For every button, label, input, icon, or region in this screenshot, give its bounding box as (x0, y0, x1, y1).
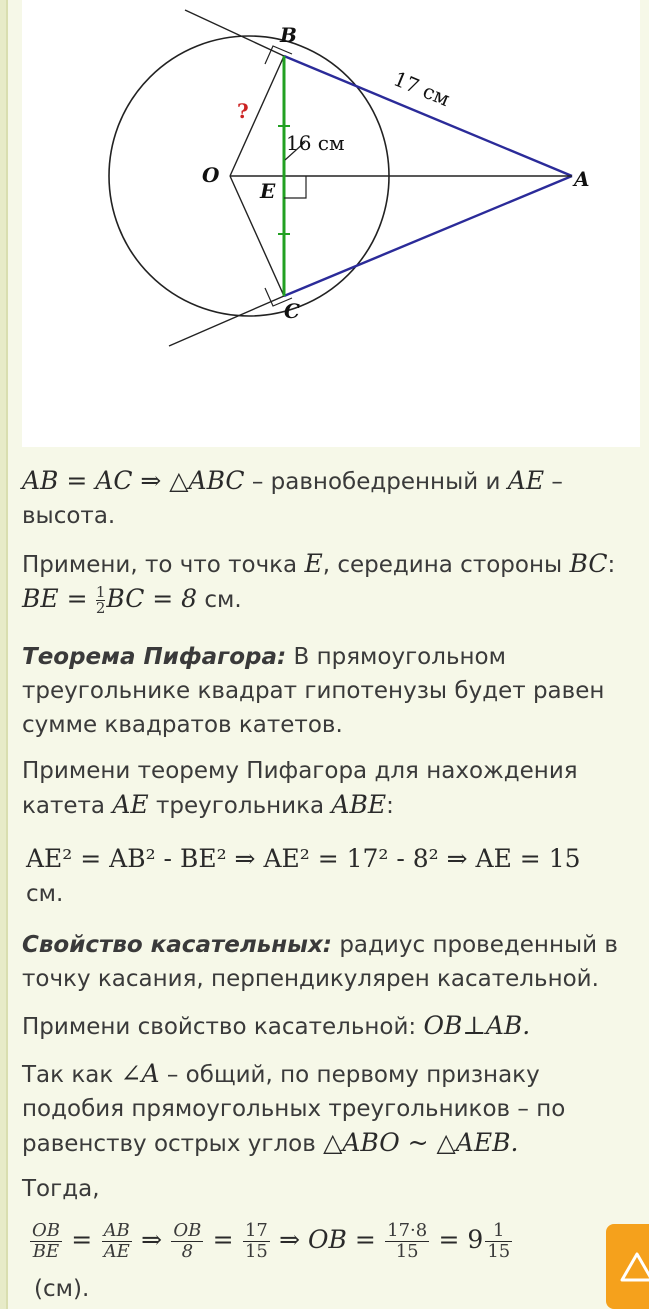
label-a: A (574, 167, 590, 191)
text-since: Так как (22, 1062, 121, 1088)
fraction-17-15: $\frac{17}{15}$ (244, 1220, 268, 1262)
label-b: B (280, 23, 297, 47)
text-unit-cm-2: см. (26, 881, 64, 907)
geometry-figure (22, 0, 640, 447)
paragraph-apply-tangent (22, 1009, 640, 1044)
left-margin-line (6, 0, 8, 1309)
math-eq-nine: = 9 (438, 1225, 484, 1254)
equals-sign-1: = (71, 1225, 93, 1254)
math-angle-a: ∠A (120, 1059, 160, 1088)
segment-ab (284, 56, 572, 176)
text-colon: : (607, 552, 616, 578)
text-pythagoras: В прямоугольном треугольнике квадрат гипотенузы будет равен сумме квадратов катетов. (22, 644, 605, 738)
fraction-17x8-15: $\frac{17\cdot 8}{15}$ (387, 1220, 428, 1262)
warning-icon (620, 1252, 649, 1282)
paragraph-pythagoras-theorem (22, 640, 640, 742)
paragraph-tangent-property (22, 928, 640, 996)
paragraph-final-unit (34, 1272, 649, 1306)
fraction-ob-be: $\frac{OB}{BE}$ (32, 1220, 60, 1262)
heading-pythagoras: Теорема Пифагора: (22, 644, 287, 670)
text-apply-1: Примени теорему Пифагора для нахождения катета (22, 758, 578, 819)
text-isosceles: – равнобедренный и (244, 469, 508, 495)
paragraph-final-ratio (28, 1218, 646, 1263)
math-ae-leg: AE (112, 790, 149, 819)
tangent-line-b (185, 10, 284, 56)
paragraph-midpoint (22, 547, 640, 617)
fraction-one-half: $\frac{1}{2}$ (95, 583, 106, 617)
unknown-radius-mark: ? (237, 99, 249, 123)
text-apply-2: треугольника (148, 793, 332, 819)
paragraph-apply-pythagoras (22, 754, 640, 823)
paragraph-similarity (22, 1057, 640, 1161)
text-midpoint-2: , середина стороны (322, 552, 570, 578)
heading-tangent: Свойство касательных: (22, 932, 333, 958)
math-ae: AE (507, 466, 545, 495)
paragraph-then (22, 1172, 640, 1206)
tangent-line-c (169, 296, 284, 346)
text-unit-cm: см. (197, 587, 242, 613)
math-abe: ABE (331, 790, 387, 819)
fraction-1-15: $\frac{1}{15}$ (487, 1220, 511, 1262)
geometry-diagram (22, 0, 640, 447)
label-o: O (202, 163, 220, 187)
text-similarity: – общий, по первому признаку подобия прямоугольных треугольников – по равенству острых углов (22, 1062, 566, 1157)
text-midpoint-1: Примени, то что точка (22, 552, 305, 578)
text-apply-3: : (386, 793, 394, 819)
math-bc: BC (569, 549, 608, 578)
math-e: E (304, 549, 323, 578)
label-c: C (284, 299, 300, 323)
right-angle-e (284, 176, 306, 198)
text-apply-tangent: Примени свойство касательной: (22, 1014, 424, 1040)
radius-oc (230, 176, 284, 296)
text-tangent: радиус проведенный в точку касания, перпендикулярен касательной. (22, 932, 618, 992)
implies-sign-1: ⇒ (141, 1225, 163, 1254)
label-length-ab: 17 см (390, 66, 454, 112)
text-unit-cm-final: (см). (34, 1276, 90, 1302)
paragraph-pythagoras-calc (26, 842, 644, 911)
math-pythagoras-calc: AE² = AB² - BE² ⇒ AE² = 17² - 8² ⇒ AE = 15 (26, 844, 581, 873)
report-button[interactable] (606, 1224, 649, 1309)
fraction-ob-8: $\frac{OB}{8}$ (173, 1220, 202, 1262)
label-length-bc: 16 см (286, 131, 345, 155)
text-height: – высота. (22, 469, 563, 529)
paragraph-isosceles (22, 464, 640, 533)
math-be-eq: BE = (22, 584, 88, 613)
fraction-ab-ae: $\frac{AB}{AE}$ (103, 1220, 130, 1262)
math-bc-eq-8: BC = 8 (106, 584, 198, 613)
solution-content (20, 0, 649, 1309)
segment-ac (284, 176, 572, 296)
text-then: Тогда, (22, 1176, 100, 1202)
equals-sign-2: = (212, 1225, 234, 1254)
math-triangle-similarity: △ABO ~ △AEB. (323, 1128, 519, 1157)
math-ab-ac: AB = AC ⇒ △ABC (22, 466, 245, 495)
math-implies-ob: ⇒ OB = (279, 1225, 376, 1254)
math-ob-perp-ab: OB⊥AB. (423, 1011, 531, 1040)
label-e: E (260, 179, 276, 203)
